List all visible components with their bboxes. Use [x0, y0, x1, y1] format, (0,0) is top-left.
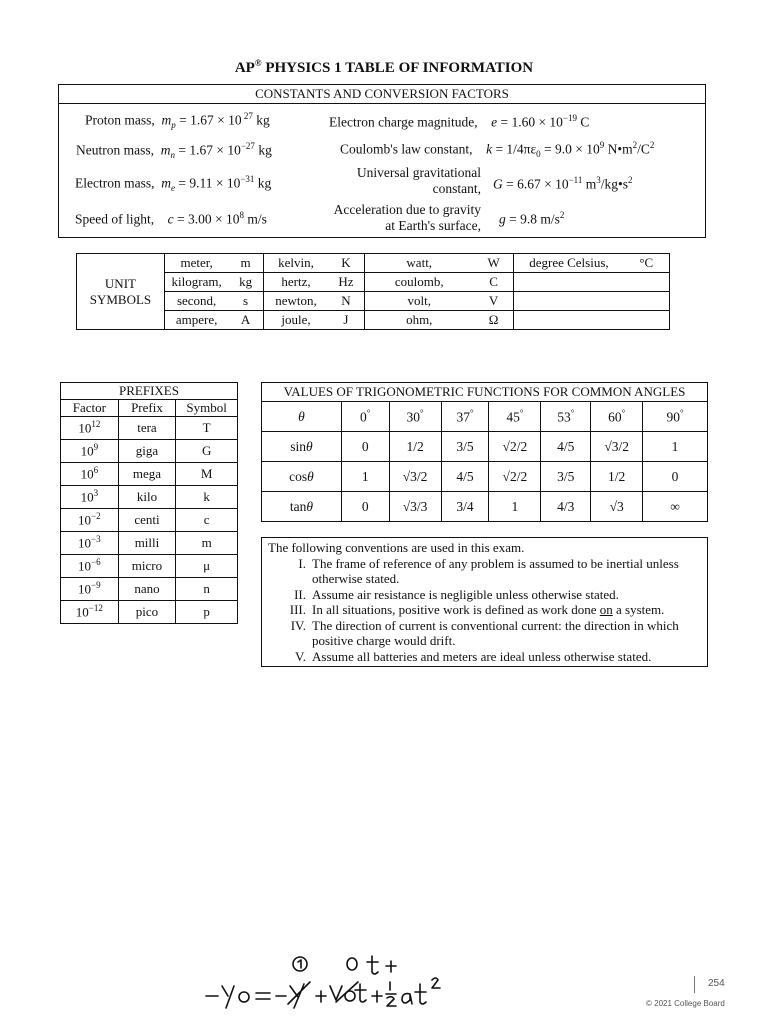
trig-value: 4/3	[541, 492, 591, 522]
col-factor: Factor	[61, 400, 119, 417]
unit-symbol: N	[328, 292, 364, 311]
prefix-factor: $10^{12}$	[61, 417, 119, 440]
convention-item: V. Assume all batteries and meters are ideal unless otherwise stated.	[295, 648, 652, 664]
cos-label: cosθ	[262, 462, 342, 492]
trig-value: √2/2	[489, 432, 541, 462]
trig-value: 1/2	[389, 432, 441, 462]
trig-value: √2/2	[489, 462, 541, 492]
prefix-factor: $10^6$	[61, 463, 119, 486]
unit-name: meter,	[164, 254, 228, 273]
gravity-accel: g = 9.8 $m/s^2$	[499, 210, 565, 227]
unit-symbol: V	[474, 292, 514, 311]
trig-value: ∞	[643, 492, 708, 522]
tan-label: tanθ	[262, 492, 342, 522]
unit-row	[77, 254, 670, 273]
trig-value: 0	[341, 492, 389, 522]
unit-row	[77, 273, 670, 292]
prefix-factor: $10^{-6}$	[61, 555, 119, 578]
prefix-name: mega	[118, 463, 176, 486]
trig-value: √3/3	[389, 492, 441, 522]
unit-name: second,	[164, 292, 228, 311]
unit-symbol: C	[474, 273, 514, 292]
unit-symbol	[624, 292, 670, 311]
unit-name: ohm,	[364, 311, 474, 330]
prefix-row	[61, 463, 238, 486]
trig-value: 3/5	[441, 432, 489, 462]
prefix-symbol: m	[176, 532, 238, 555]
unit-symbol: m	[228, 254, 263, 273]
unit-symbol: °C	[624, 254, 670, 273]
prefix-symbol: p	[176, 601, 238, 624]
prefix-name: milli	[118, 532, 176, 555]
unit-symbols-table	[76, 253, 670, 330]
constants-table	[58, 84, 706, 238]
angle-cell: 60°	[591, 402, 643, 432]
prefix-factor: $10^{-3}$	[61, 532, 119, 555]
gravity-accel-label: Acceleration due to gravity at Earth's surface,	[333, 202, 481, 233]
trig-value: 1	[489, 492, 541, 522]
copyright: © 2021 College Board	[646, 999, 725, 1008]
prefix-name: giga	[118, 440, 176, 463]
page-number: 254	[708, 978, 725, 989]
trig-value: 1/2	[591, 462, 643, 492]
trig-value: 3/5	[541, 462, 591, 492]
constants-header: CONSTANTS AND CONVERSION FACTORS	[59, 85, 705, 104]
trig-cos-row	[262, 462, 708, 492]
page-divider	[694, 976, 695, 993]
trig-table	[261, 382, 708, 522]
prefix-symbol: μ	[176, 555, 238, 578]
prefix-symbol: c	[176, 509, 238, 532]
trig-angle-row	[262, 402, 708, 432]
angle-cell: 90°	[643, 402, 708, 432]
prefixes-table	[60, 382, 238, 624]
convention-item: II. Assume air resistance is negligible unless otherwise stated.	[294, 586, 619, 602]
trig-value: √3	[591, 492, 643, 522]
unit-name: kilogram,	[164, 273, 228, 292]
trig-value: 4/5	[541, 432, 591, 462]
theta-label: θ	[262, 402, 342, 432]
trig-value: 0	[643, 462, 708, 492]
col-prefix: Prefix	[118, 400, 176, 417]
trig-value: 1	[643, 432, 708, 462]
trig-value: 1	[341, 462, 389, 492]
prefix-row	[61, 486, 238, 509]
conventions-intro: The following conventions are used in this exam.	[268, 540, 525, 555]
neutron-mass: Neutron mass, $m_n = 1.67 \times 10^{-27}$ kg	[76, 141, 272, 161]
prefix-row	[61, 555, 238, 578]
unit-name	[514, 292, 624, 311]
unit-symbol	[624, 273, 670, 292]
unit-symbol: s	[228, 292, 263, 311]
unit-symbol	[624, 311, 670, 330]
unit-row	[77, 311, 670, 330]
unit-symbol: A	[228, 311, 263, 330]
trig-sin-row	[262, 432, 708, 462]
unit-name: degree Celsius,	[514, 254, 624, 273]
convention-item: III. In all situations, positive work is defined as work done on a system.	[289, 602, 665, 617]
angle-cell: 53°	[541, 402, 591, 432]
unit-symbol: K	[328, 254, 364, 273]
prefix-factor: $10^{-2}$	[61, 509, 119, 532]
prefix-row	[61, 578, 238, 601]
gravitational-label: Universal gravitational constant,	[356, 165, 481, 196]
unit-symbol: W	[474, 254, 514, 273]
sin-label: sinθ	[262, 432, 342, 462]
unit-name	[514, 273, 624, 292]
unit-name	[514, 311, 624, 330]
prefix-symbol: n	[176, 578, 238, 601]
speed-of-light: Speed of light, $c = 3.00 \times 10^8$ m/s	[75, 210, 267, 227]
conventions-box	[261, 537, 708, 667]
convention-item: I. The frame of reference of any problem is assumed to be inertial unless otherwise stated.	[298, 555, 679, 586]
prefix-factor: $10^{-9}$	[61, 578, 119, 601]
electron-charge: Electron charge magnitude, $e = 1.60 \times 10^{-19}$ C	[329, 113, 590, 130]
prefix-row	[61, 417, 238, 440]
prefix-factor: $10^3$	[61, 486, 119, 509]
prefixes-header: PREFIXES	[61, 383, 238, 400]
convention-item: IV. The direction of current is conventional current: the direction in which positive charge would drift.	[290, 617, 679, 648]
prefix-row	[61, 601, 238, 624]
trig-value: √3/2	[389, 462, 441, 492]
handwritten-equation	[200, 950, 470, 1020]
unit-row	[77, 292, 670, 311]
unit-name: coulomb,	[364, 273, 474, 292]
prefix-symbol: G	[176, 440, 238, 463]
unit-symbol: Hz	[328, 273, 364, 292]
unit-name: joule,	[263, 311, 328, 330]
prefix-row	[61, 440, 238, 463]
prefix-name: pico	[118, 601, 176, 624]
prefix-row	[61, 532, 238, 555]
unit-symbol: J	[328, 311, 364, 330]
trig-value: 4/5	[441, 462, 489, 492]
proton-mass: Proton mass, $m_p = 1.67 \times 10$ $^{27}$ kg	[85, 111, 270, 131]
prefix-name: centi	[118, 509, 176, 532]
trig-value: √3/2	[591, 432, 643, 462]
unit-symbols-label: UNIT SYMBOLS	[77, 254, 165, 330]
prefix-factor: $10^9$	[61, 440, 119, 463]
angle-cell: 0°	[341, 402, 389, 432]
unit-name: ampere,	[164, 311, 228, 330]
unit-name: hertz,	[263, 273, 328, 292]
gravitational-constant: $G = 6.67 \times 10^{-11}$ $m^3/kg•s^2$	[493, 175, 633, 192]
angle-cell: 45°	[489, 402, 541, 432]
trig-header: VALUES OF TRIGONOMETRIC FUNCTIONS FOR COMMON ANGLES	[262, 383, 708, 402]
trig-value: 0	[341, 432, 389, 462]
unit-name: watt,	[364, 254, 474, 273]
prefix-name: micro	[118, 555, 176, 578]
prefix-symbol: T	[176, 417, 238, 440]
trig-tan-row	[262, 492, 708, 522]
prefix-symbol: k	[176, 486, 238, 509]
angle-cell: 30°	[389, 402, 441, 432]
prefix-row	[61, 509, 238, 532]
angle-cell: 37°	[441, 402, 489, 432]
coulomb-constant: Coulomb's law constant, $k = 1/4\pi\varepsilon_0 = 9.0 \times 10^9$ $N•m^2/C^2$	[340, 140, 655, 160]
prefix-factor: $10^{-12}$	[61, 601, 119, 624]
prefix-name: tera	[118, 417, 176, 440]
electron-mass: Electron mass, $m_e = 9.11 \times 10^{-31}$ kg	[75, 174, 272, 194]
unit-symbol: kg	[228, 273, 263, 292]
trig-value: 3/4	[441, 492, 489, 522]
col-symbol: Symbol	[176, 400, 238, 417]
unit-symbol: Ω	[474, 311, 514, 330]
unit-name: kelvin,	[263, 254, 328, 273]
prefix-symbol: M	[176, 463, 238, 486]
prefix-name: kilo	[118, 486, 176, 509]
unit-name: volt,	[364, 292, 474, 311]
prefix-name: nano	[118, 578, 176, 601]
page-title: AP® PHYSICS 1 TABLE OF INFORMATION	[234, 58, 534, 76]
unit-name: newton,	[263, 292, 328, 311]
